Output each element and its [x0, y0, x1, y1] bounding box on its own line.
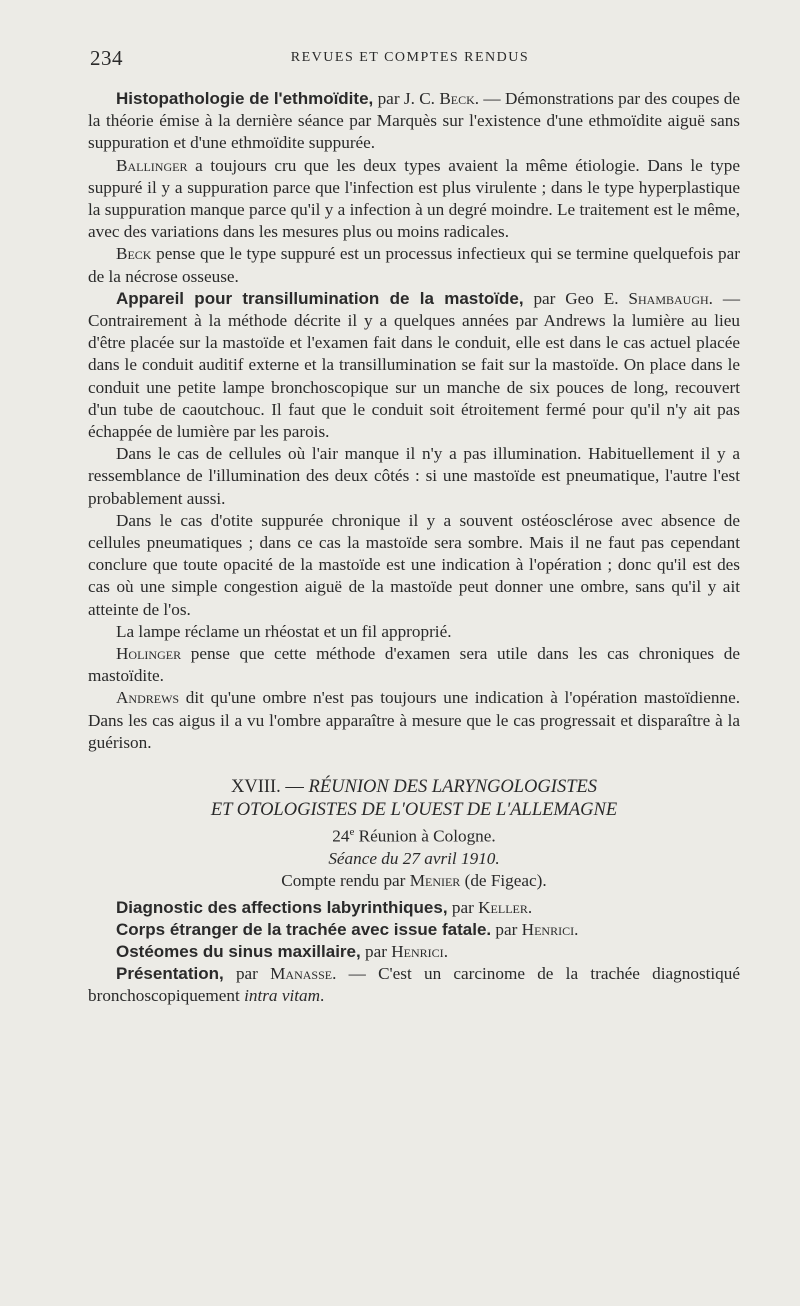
paragraph-holinger: Holinger pense que cette méthode d'examen sera utile dans les cas chroniques de mastoïdite. — [88, 644, 740, 686]
author-name: Holinger — [116, 644, 182, 664]
list-item: Diagnostic des affections labyrinthiques, par Keller. — [116, 897, 533, 917]
paragraph-ballinger: Ballinger a toujours cru que les deux types avaient la même étiologie. Dans le type suppuré il y a suppuration parce que l'infection est plus virulente ; dans le type hyperplastique la suppuration manque parce qu'il y a infection à un degré moindre. Le traitement est le même, avec des variations dans les mesures plus ou moins radicales. — [88, 155, 740, 242]
paragraph-ethmoidite: Histopathologie de l'ethmoïdite, par J. C. Beck. — Démonstrations par des coupes de la théorie émise à la dernière séance par Marquès sur l'existence d'une ethmoïdite aiguë sans suppuration et d'une ethmoïdite suppurée. — [88, 89, 740, 153]
author-name: Shambaugh — [628, 288, 709, 308]
page-body — [88, 88, 740, 1008]
list-item: Présentation, par Manasse. — C'est un carcinome de la trachée diagnostiqué bronchoscopiquement intra vitam. — [88, 964, 740, 1006]
paragraph-beck: Beck pense que le type suppuré est un processus infectieux qui se termine quelquefois par de la nécrose osseuse. — [88, 244, 740, 286]
list-item: Ostéomes du sinus maxillaire, par Henrici. — [116, 942, 448, 962]
page-header — [90, 46, 730, 76]
paragraph-cellules: Dans le cas de cellules où l'air manque il n'y a pas illumination. Habituellement il y a ressemblance de l'illumination des deux côtés : si une mastoïde est pneumatique, l'autre l'est probablement aussi. — [88, 444, 740, 508]
section-heading-line2: ET OTOLOGISTES DE L'OUEST DE L'ALLEMAGNE — [210, 800, 618, 821]
session-date: Séance du 27 avril 1910. — [328, 849, 500, 869]
section-heading: XVIII. — RÉUNION DES LARYNGOLOGISTES — [230, 777, 598, 798]
running-head: REVUES ET COMPTES RENDUS — [290, 50, 530, 65]
author-name: Beck — [439, 89, 475, 108]
meeting-number: 24e Réunion à Cologne. — [332, 826, 496, 847]
list-item: Corps étranger de la trachée avec issue fatale. par Henrici. — [116, 919, 579, 939]
author-name: Ballinger — [116, 155, 188, 175]
entries-list — [88, 897, 740, 1008]
author-name: Andrews — [116, 688, 180, 708]
article-title: Histopathologie de l'ethmoïdite, — [116, 89, 374, 108]
page-number: 234 — [90, 46, 123, 70]
article-title: Appareil pour transillumination de la mastoïde, — [116, 288, 524, 308]
paragraph-transillumination: Appareil pour transillumination de la mastoïde, par Geo E. Shambaugh. — Contrairement à la méthode décrite il y a quelques années par Andrews la lumière au lieu d'être placée sur la mastoïde et l'examen fait dans le conduit, elle est dans le cas actuel placée dans le conduit auditif externe et la transillumination se fait sur la mastoïde. On place dans le conduit une petite lampe bronchoscopique sur un manche de six pouces de long, recouvert d'un tube de caoutchouc. Il faut que le conduit soit étroitement fermé pour qu'il n'y ait pas échappée de lumière par les parois. — [88, 288, 741, 442]
paragraph-otite: Dans le cas d'otite suppurée chronique il y a souvent ostéosclérose avec absence de cellules pneumatiques ; dans ce cas la mastoïde sera sombre. Mais il ne faut pas cependant conclure que toute opacité de la mastoïde est une indication à l'opération ; donc qu'il est des cas où une simple congestion aiguë de la mastoïde peut donner une ombre, sans qu'il y ait atteinte de l'os. — [88, 510, 740, 619]
report-credit: Compte rendu par Menier (de Figeac). — [281, 871, 547, 891]
paragraph-lampe: La lampe réclame un rhéostat et un fil approprié. — [116, 621, 452, 641]
paragraph-andrews: Andrews dit qu'une ombre n'est pas toujours une indication à l'opération mastoïdienne. Dans les cas aigus il a vu l'ombre apparaître à mesure que le cas progressait et disparaître à la guérison. — [88, 688, 740, 752]
author-name: Beck — [116, 244, 152, 264]
